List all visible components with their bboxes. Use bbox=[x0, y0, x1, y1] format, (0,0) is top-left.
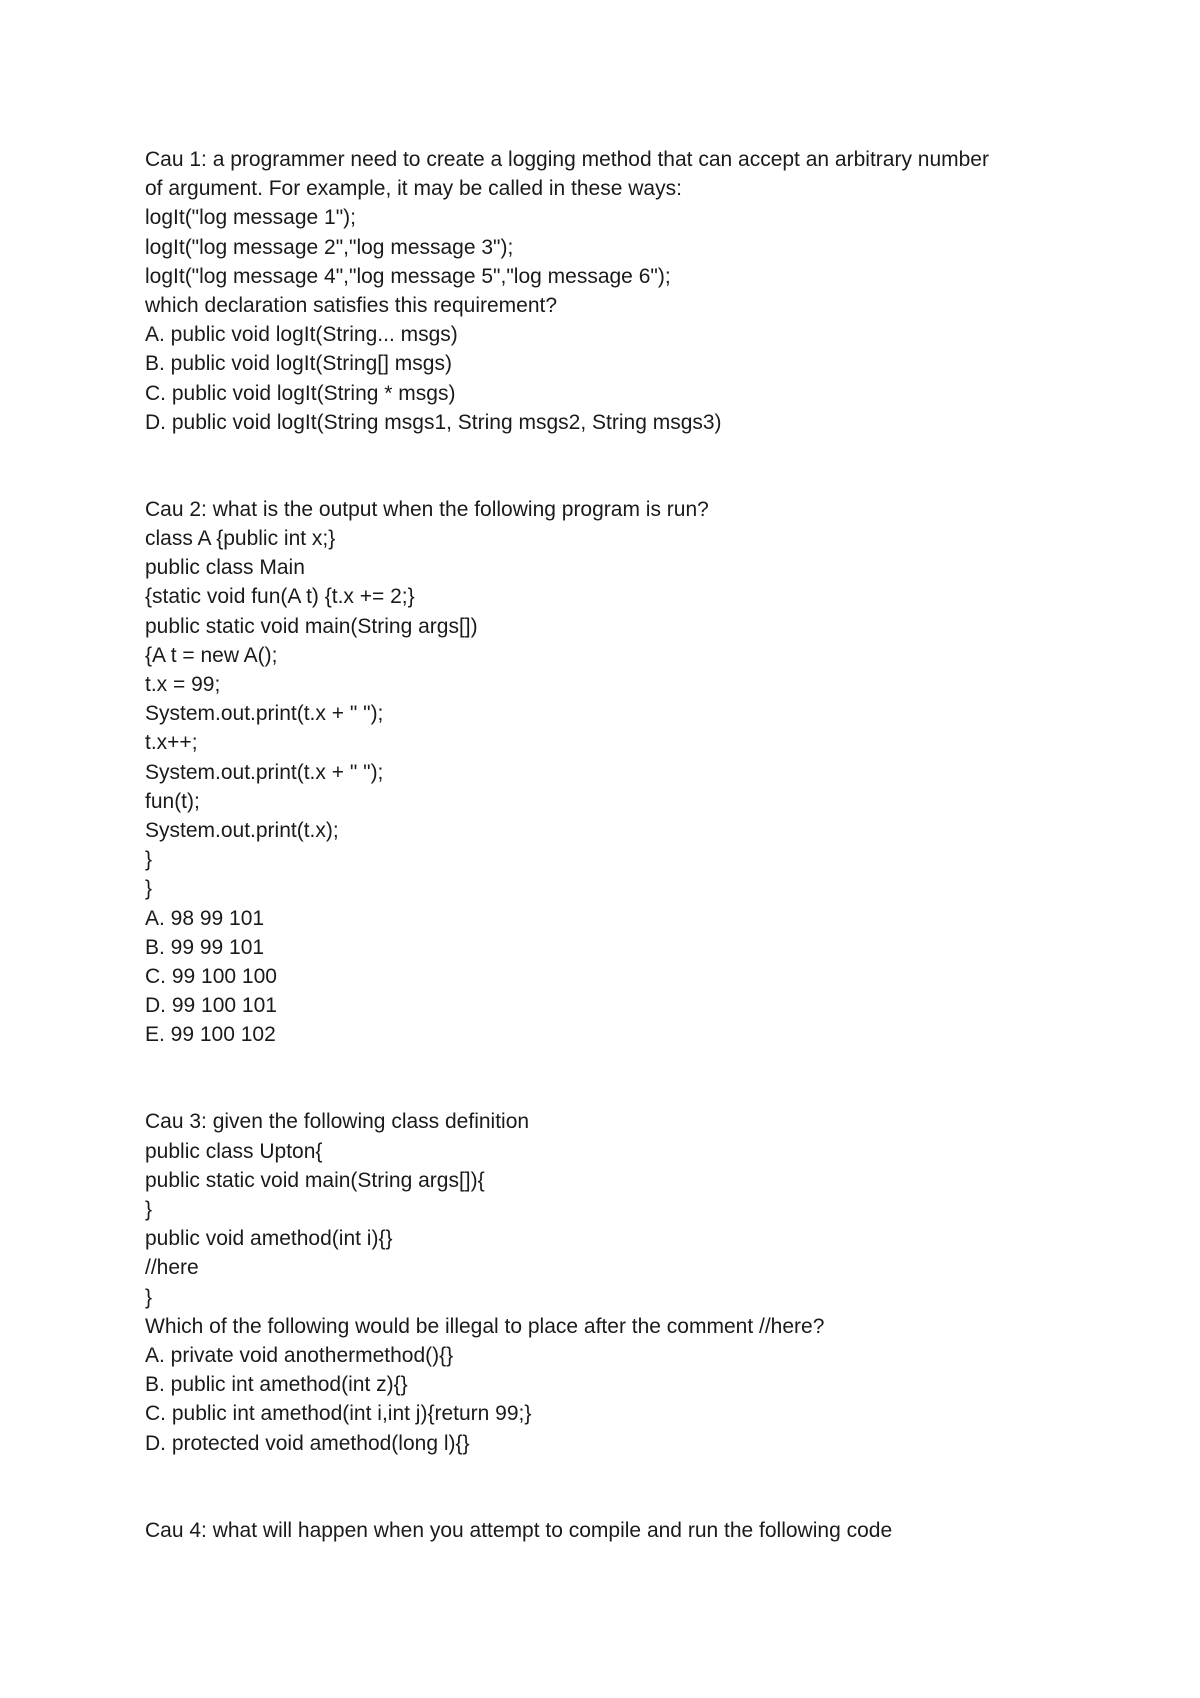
question-3-line: B. public int amethod(int z){} bbox=[145, 1373, 408, 1397]
question-2-line: System.out.print(t.x + " "); bbox=[145, 760, 384, 784]
question-1-line: of argument. For example, it may be called in these ways: bbox=[145, 177, 682, 201]
question-2-line: D. 99 100 101 bbox=[145, 994, 277, 1018]
question-2-line: t.x = 99; bbox=[145, 673, 221, 696]
question-2-line: {static void fun(A t) {t.x += 2;} bbox=[145, 585, 415, 609]
question-3-line: Which of the following would be illegal to place after the comment //here? bbox=[145, 1314, 825, 1338]
question-2-line: E. 99 100 102 bbox=[145, 1023, 276, 1047]
question-1-line: D. public void logIt(String msgs1, String msgs2, String msgs3) bbox=[145, 410, 722, 434]
question-3-line: public class Upton{ bbox=[145, 1139, 323, 1163]
question-2 bbox=[145, 495, 1105, 1050]
question-1-line: C. public void logIt(String * msgs) bbox=[145, 381, 456, 405]
question-2-line: t.x++; bbox=[145, 731, 198, 755]
question-2-line: System.out.print(t.x); bbox=[145, 818, 339, 842]
question-1-line: B. public void logIt(String[] msgs) bbox=[145, 352, 452, 376]
question-1-line: logIt("log message 2","log message 3"); bbox=[145, 235, 514, 259]
question-4 bbox=[145, 1516, 1105, 1545]
question-2-line: B. 99 99 101 bbox=[145, 935, 265, 959]
document-body bbox=[145, 145, 1105, 1603]
question-2-line: } bbox=[145, 848, 153, 872]
question-2-line: fun(t); bbox=[145, 789, 200, 813]
question-4-line: Cau 4: what will happen when you attempt to compile and run the following code bbox=[145, 1518, 893, 1542]
question-2-line: C. 99 100 100 bbox=[145, 964, 277, 988]
question-1-line: logIt("log message 1"); bbox=[145, 206, 357, 230]
question-2-line: } bbox=[145, 877, 153, 901]
question-2-line: A. 98 99 101 bbox=[145, 906, 265, 930]
question-2-line: {A t = new A(); bbox=[145, 643, 278, 667]
question-3-line: D. protected void amethod(long l){} bbox=[145, 1431, 470, 1455]
question-3-line: C. public int amethod(int i,int j){return 99;} bbox=[145, 1402, 532, 1426]
question-3 bbox=[145, 1107, 1105, 1457]
question-3-line: public void amethod(int i){} bbox=[145, 1227, 393, 1251]
question-3-line: A. private void anothermethod(){} bbox=[145, 1343, 454, 1367]
question-2-line: Cau 2: what is the output when the following program is run? bbox=[145, 497, 709, 521]
question-3-line: //here bbox=[145, 1256, 199, 1280]
question-2-line: public class Main bbox=[145, 556, 305, 580]
question-3-line: public static void main(String args[]){ bbox=[145, 1168, 485, 1192]
question-1 bbox=[145, 145, 1105, 437]
question-1-line: which declaration satisfies this requirement? bbox=[145, 293, 558, 317]
question-1-line: logIt("log message 4","log message 5","log message 6"); bbox=[145, 264, 671, 288]
question-1-line: A. public void logIt(String... msgs) bbox=[145, 323, 458, 347]
question-2-line: public static void main(String args[]) bbox=[145, 614, 478, 638]
question-3-line: } bbox=[145, 1198, 153, 1221]
question-1-line: Cau 1: a programmer need to create a logging method that can accept an arbitrary number bbox=[145, 148, 989, 171]
question-2-line: class A {public int x;} bbox=[145, 527, 336, 551]
question-3-line: Cau 3: given the following class definition bbox=[145, 1110, 530, 1134]
question-2-line: System.out.print(t.x + " "); bbox=[145, 702, 384, 726]
question-3-line: } bbox=[145, 1285, 153, 1309]
